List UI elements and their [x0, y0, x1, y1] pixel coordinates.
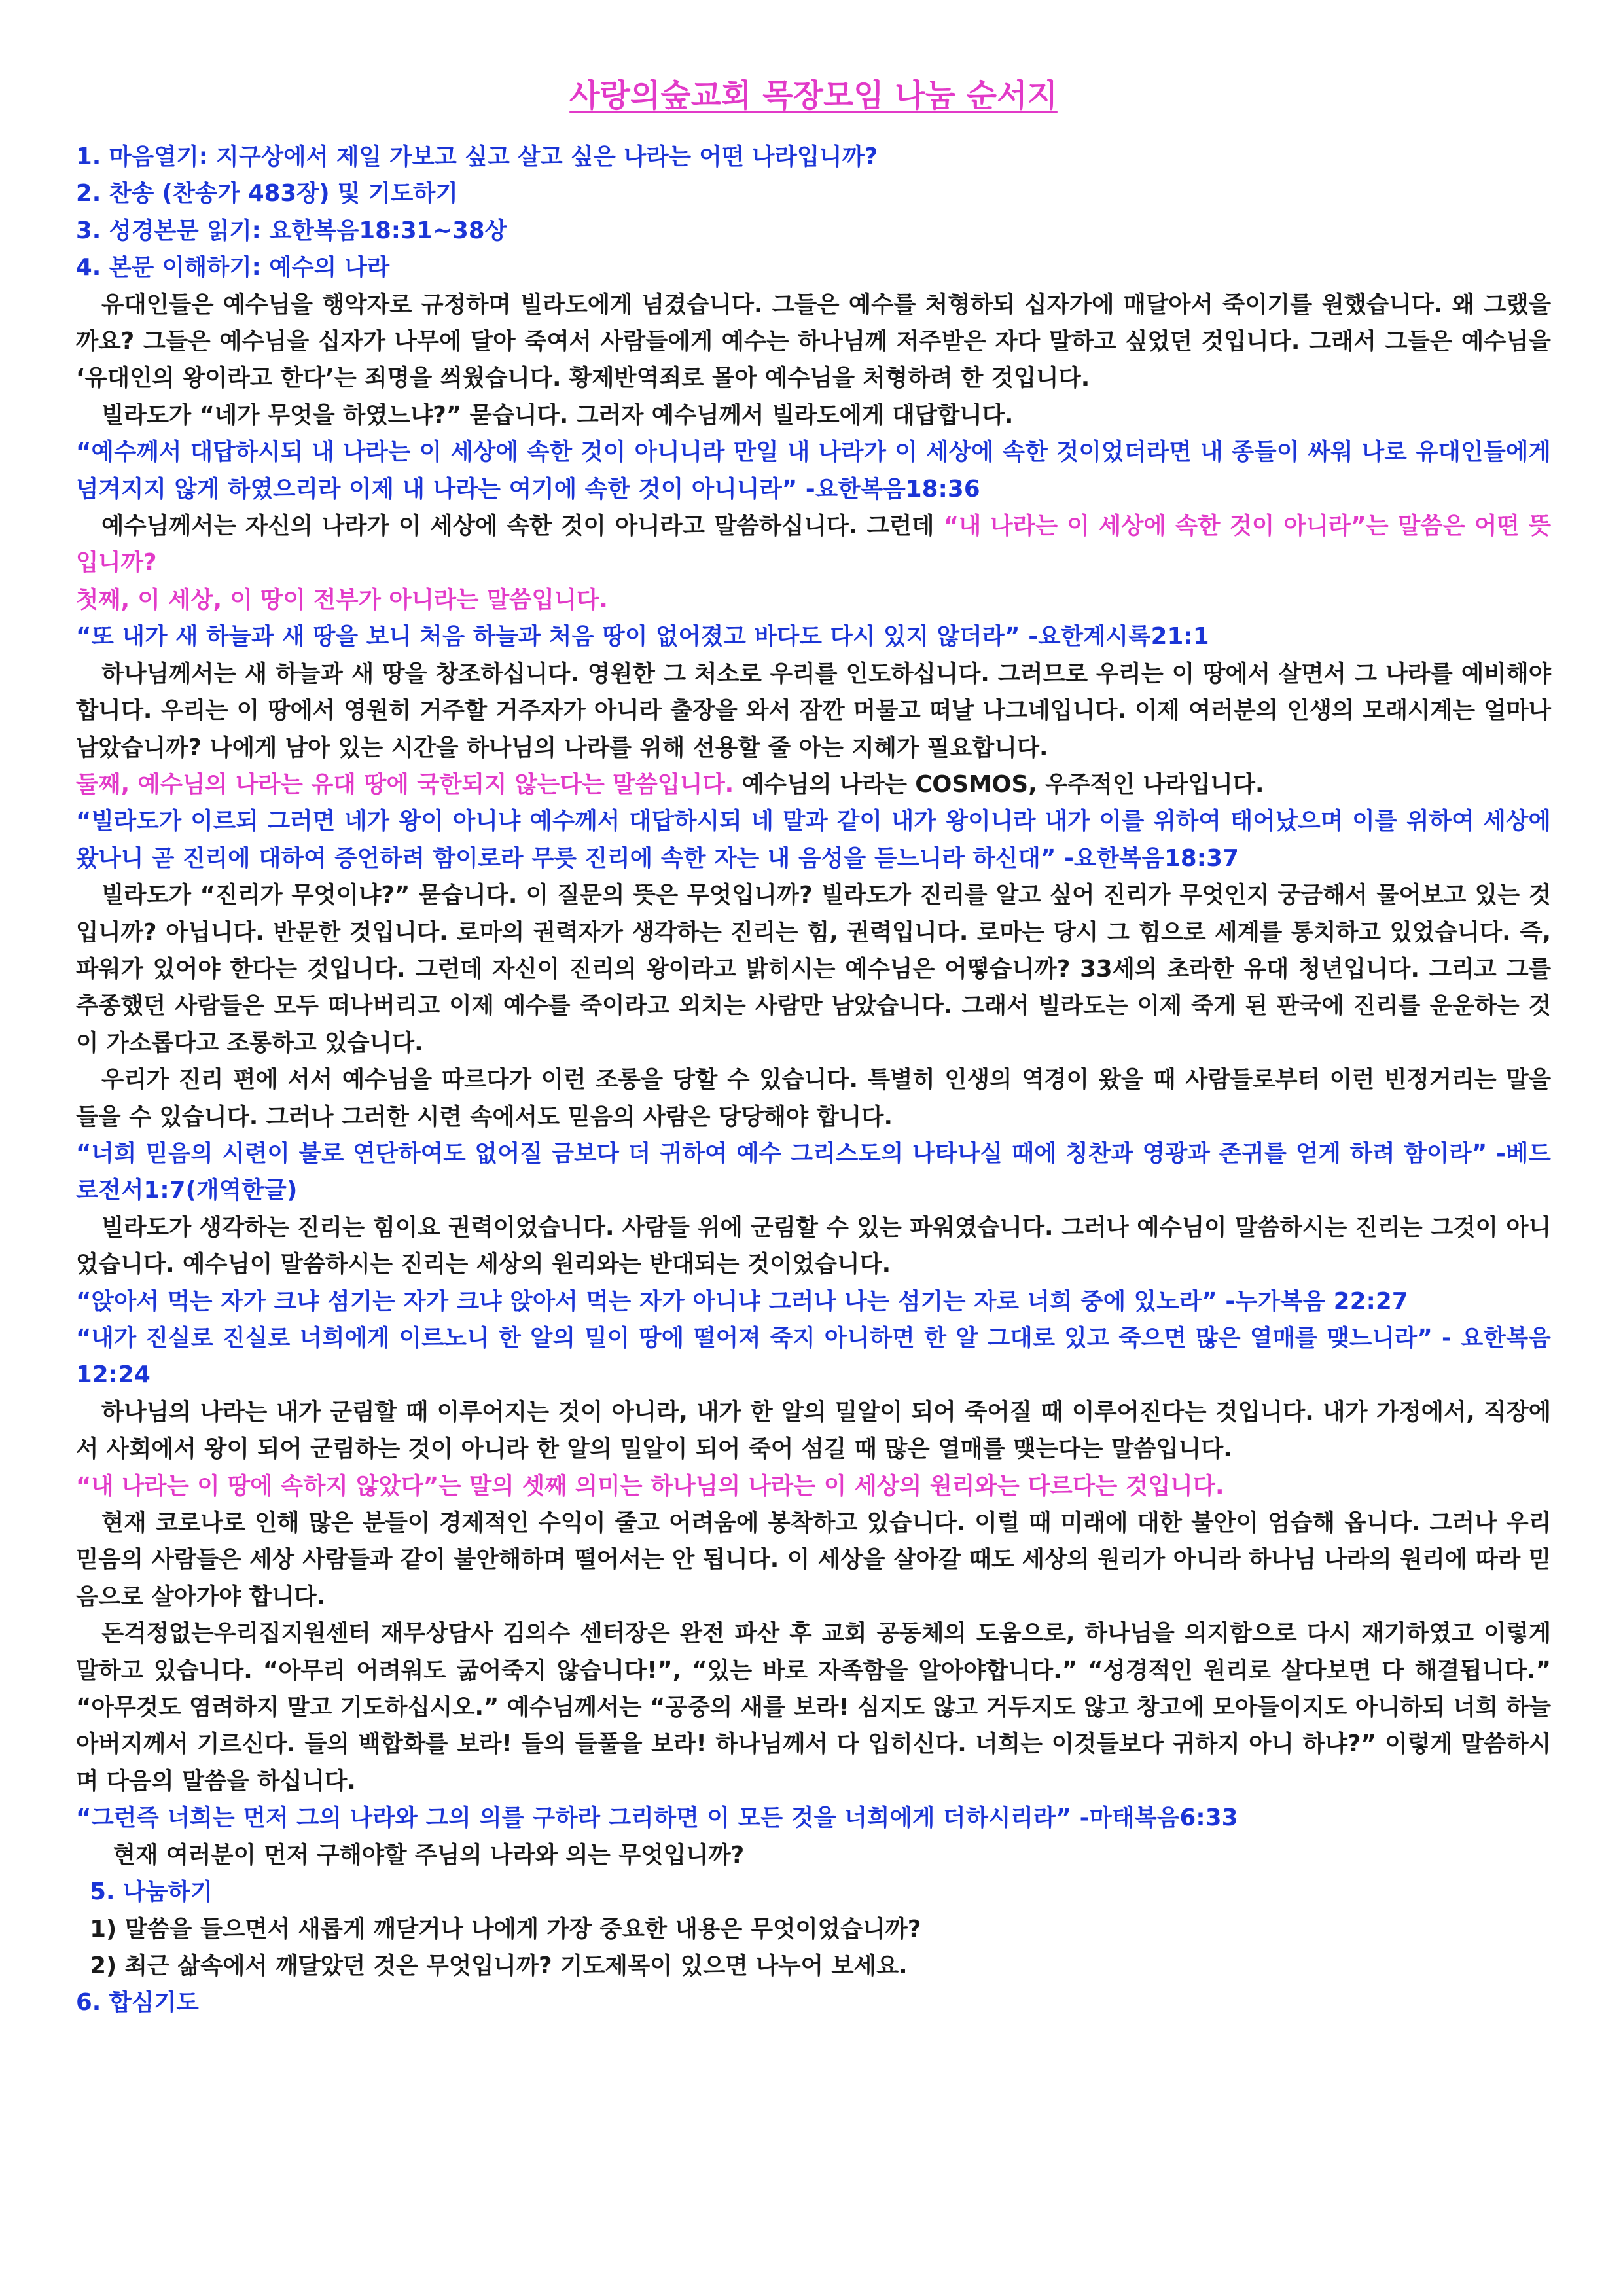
paragraph-text: 예수님의 나라는 COSMOS, 우주적인 나라입니다.	[734, 770, 1264, 798]
point-heading-second: 둘째, 예수님의 나라는 유대 땅에 국한되지 않는다는 말씀입니다.	[76, 770, 734, 798]
point-heading-first: 첫째, 이 세상, 이 땅이 전부가 아니라는 말씀입니다.	[76, 586, 608, 613]
paragraph: 빌라도가 “네가 무엇을 하였느냐?” 묻습니다. 그러자 예수님께서 빌라도에게 대답합니다.	[101, 401, 1014, 429]
sharing-question-2: 2) 최근 삶속에서 깨달았던 것은 무엇입니까? 기도제목이 있으면 나누어 보세요.	[90, 1952, 908, 1979]
reflection-question: 현재 여러분이 먼저 구해야할 주님의 나라와 의는 무엇입니까?	[113, 1841, 745, 1869]
scripture-quote: “그런즉 너희는 먼저 그의 나라와 그의 의를 구하라 그리하면 이 모든 것을 너희에게 더하시리라” -마태복음6:33	[76, 1804, 1238, 1832]
paragraph: 유대인들은 예수님을 행악자로 규정하며 빌라도에게 넘겼습니다. 그들은 예수를 처형하되 십자가에 매달아서 죽이기를 원했습니다. 왜 그랬을까요? 그들은 예수님을 십자가 나무에 달아 죽여서 사람들에게 예수는 하나님께 저주받은 자다 말하고 싶었던 것입니다. 그래서 그들은 예수님을 ‘유대인의 왕이라고 한다’는 죄명을 씌웠습니다. 황제반역죄로 몰아 예수님을 처형하려 한 것입니다.	[76, 291, 1551, 392]
paragraph-text: 예수님께서는 자신의 나라가 이 세상에 속한 것이 아니라고 말씀하십니다. 그런데	[101, 512, 944, 540]
scripture-quote: “빌라도가 이르되 그러면 네가 왕이 아니냐 예수께서 대답하시되 네 말과 같이 내가 왕이니라 내가 이를 위하여 태어났으며 이를 위하여 세상에 왔나니 곧 진리에 대하여 증언하려 함이로라 무릇 진리에 속한 자는 내 음성을 듣느니라 하신대” -요한복음18:37	[76, 808, 1551, 872]
sharing-question-1: 1) 말씀을 들으면서 새롭게 깨닫거나 나에게 가장 중요한 내용은 무엇이었습니까?	[90, 1915, 921, 1943]
scripture-quote: “내가 진실로 진실로 너희에게 이르노니 한 알의 밀이 땅에 떨어져 죽지 아니하면 한 알 그대로 있고 죽으면 많은 열매를 맺느니라” - 요한복음 12:24	[76, 1325, 1551, 1389]
paragraph: 하나님께서는 새 하늘과 새 땅을 창조하십니다. 영원한 그 처소로 우리를 인도하십니다. 그러므로 우리는 이 땅에서 살면서 그 나라를 예비해야 합니다. 우리는 이 땅에서 영원히 거주할 거주자가 아니라 출장을 와서 잠깐 머물고 떠날 나그네입니다. 이제 여러분의 인생의 모래시계는 얼마나 남았습니까? 나에게 남아 있는 시간을 하나님의 나라를 위해 선용할 줄 아는 지혜가 필요합니다.	[76, 660, 1551, 761]
scripture-quote: “앉아서 먹는 자가 크냐 섬기는 자가 크냐 앉아서 먹는 자가 아니냐 그러나 나는 섬기는 자로 너희 중에 있노라” -누가복음 22:27	[76, 1287, 1408, 1315]
paragraph: 빌라도가 생각하는 진리는 힘이요 권력이었습니다. 사람들 위에 군림할 수 있는 파워였습니다. 그러나 예수님이 말씀하시는 진리는 그것이 아니었습니다. 예수님이 말씀하시는 진리는 세상의 원리와는 반대되는 것이었습니다.	[76, 1213, 1551, 1278]
paragraph: 돈걱정없는우리집지원센터 재무상담사 김의수 센터장은 완전 파산 후 교회 공동체의 도움으로, 하나님을 의지함으로 다시 재기하였고 이렇게 말하고 있습니다. “아무리 어려워도 굶어죽지 않습니다!”, “있는 바로 자족함을 알아야합니다.” “성경적인 원리로 살다보면 다 해결됩니다.” “아무것도 염려하지 말고 기도하십시오.” 예수님께서는 “공중의 새를 보라! 심지도 않고 거두지도 않고 창고에 모아들이지도 아니하되 너희 하늘 아버지께서 기르신다. 들의 백합화를 보라! 들의 들풀을 보라! 하나님께서 다 입히신다. 너희는 이것들보다 귀하지 아니 하냐?” 이렇게 말씀하시며 다음의 말씀을 하십니다.	[76, 1620, 1551, 1795]
paragraph	[76, 766, 1551, 803]
section-6-heading: 6. 합심기도	[76, 1989, 199, 2017]
paragraph: 현재 코로나로 인해 많은 분들이 경제적인 수익이 줄고 어려움에 봉착하고 있습니다. 이럴 때 미래에 대한 불안이 엄습해 옵니다. 그러나 우리 믿음의 사람들은 세상 사람들과 같이 불안해하며 떨어서는 안 됩니다. 이 세상을 살아갈 때도 세상의 원리가 아니라 하나님 나라의 원리에 따라 믿음으로 살아가야 합니다.	[76, 1509, 1551, 1610]
point-heading-third: “내 나라는 이 땅에 속하지 않았다”는 말의 셋째 의미는 하나님의 나라는 이 세상의 원리와는 다르다는 것입니다.	[76, 1472, 1224, 1499]
scripture-quote: “너희 믿음의 시련이 불로 연단하여도 없어질 금보다 더 귀하여 예수 그리스도의 나타나실 때에 칭찬과 영광과 존귀를 얻게 하려 함이라” -베드로전서1:7(개역한글)	[76, 1139, 1551, 1204]
page-title: 사랑의숲교회 목장모임 나눔 순서지	[569, 77, 1058, 114]
section-4-heading: 4. 본문 이해하기: 예수의 나라	[76, 254, 390, 281]
highlighted-question: “내 나라는 이 세상에 속한 것이 아니라”는 말씀은 어떤 뜻입니까?	[76, 512, 1552, 577]
paragraph: 빌라도가 “진리가 무엇이냐?” 묻습니다. 이 질문의 뜻은 무엇입니까? 빌라도가 진리를 알고 싶어 진리가 무엇인지 궁금해서 물어보고 있는 것입니까? 아닙니다. 반문한 것입니다. 로마의 권력자가 생각하는 진리는 힘, 권력입니다. 로마는 당시 그 힘으로 세계를 통치하고 있었습니다. 즉, 파워가 있어야 한다는 것입니다. 그런데 자신이 진리의 왕이라고 밝히시는 예수님은 어떻습니까? 33세의 초라한 유대 청년입니다. 그리고 그를 추종했던 사람들은 모두 떠나버리고 이제 예수를 죽이라고 외치는 사람만 남았습니다. 그래서 빌라도는 이제 죽게 된 판국에 진리를 운운하는 것이 가소롭다고 조롱하고 있습니다.	[76, 882, 1551, 1056]
document-body	[76, 139, 1551, 2022]
scripture-quote: “예수께서 대답하시되 내 나라는 이 세상에 속한 것이 아니니라 만일 내 나라가 이 세상에 속한 것이었더라면 내 종들이 싸워 나로 유대인들에게 넘겨지지 않게 하였으리라 이제 내 나라는 여기에 속한 것이 아니니라” -요한복음18:36	[76, 439, 1551, 503]
paragraph: 하나님의 나라는 내가 군림할 때 이루어지는 것이 아니라, 내가 한 알의 밀알이 되어 죽어질 때 이루어진다는 것입니다. 내가 가정에서, 직장에서 사회에서 왕이 되어 군림하는 것이 아니라 한 알의 밀알이 되어 죽어 섬길 때 많은 열매를 맺는다는 말씀입니다.	[76, 1398, 1551, 1463]
section-3-heading: 3. 성경본문 읽기: 요한복음18:31~38상	[76, 217, 507, 244]
section-5-heading: 5. 나눔하기	[90, 1878, 213, 1906]
paragraph	[76, 508, 1551, 582]
scripture-quote: “또 내가 새 하늘과 새 땅을 보니 처음 하늘과 처음 땅이 없어졌고 바다도 다시 있지 않더라” -요한계시록21:1	[76, 623, 1209, 651]
paragraph: 우리가 진리 편에 서서 예수님을 따르다가 이런 조롱을 당할 수 있습니다. 특별히 인생의 역경이 왔을 때 사람들로부터 이런 빈정거리는 말을 들을 수 있습니다. 그러나 그러한 시련 속에서도 믿음의 사람은 당당해야 합니다.	[76, 1066, 1551, 1130]
section-1-heading: 1. 마음열기: 지구상에서 제일 가보고 싶고 살고 싶은 나라는 어떤 나라입니까?	[76, 143, 878, 170]
section-2-heading: 2. 찬송 (찬송가 483장) 및 기도하기	[76, 180, 458, 207]
